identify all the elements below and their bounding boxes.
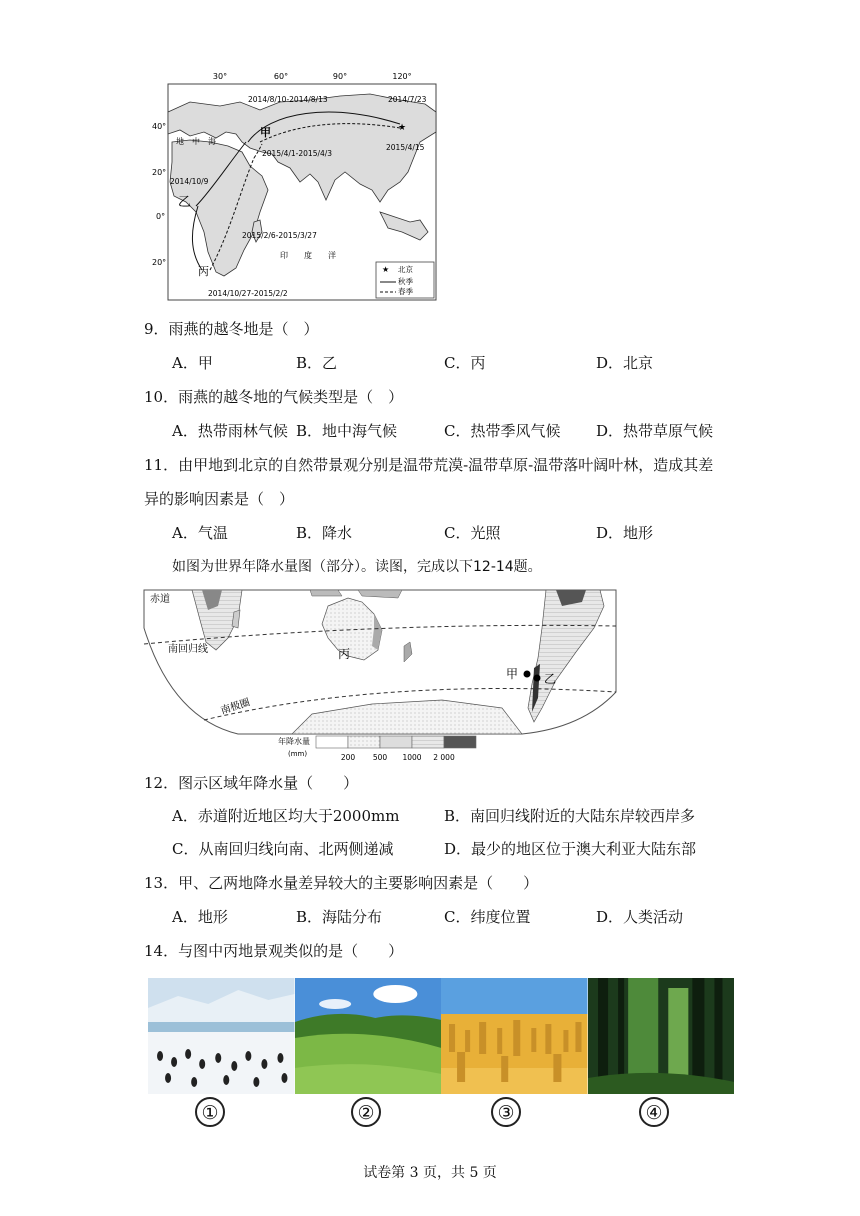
date-label: 2015/2/6-2015/3/27 xyxy=(242,231,317,240)
place-jia: 甲 xyxy=(506,667,519,681)
photo-label-2: ② xyxy=(351,1097,381,1127)
q9-option-c[interactable]: C．丙 xyxy=(444,354,486,372)
svg-text:春季: 春季 xyxy=(398,287,413,296)
point-jia xyxy=(524,671,531,678)
date-label: 2015/4/1-2015/4/3 xyxy=(262,149,333,158)
place-jia: 甲 xyxy=(260,126,271,139)
svg-text:1000: 1000 xyxy=(402,753,422,762)
q9-option-b[interactable]: B．乙 xyxy=(296,354,338,372)
lon-label: 90° xyxy=(332,72,348,81)
q13-option-b[interactable]: B．海陆分布 xyxy=(296,908,383,926)
place-bing: 丙 xyxy=(198,265,209,278)
date-label: 2014/10/27-2015/2/2 xyxy=(208,289,288,298)
landscape-photos xyxy=(148,978,734,1094)
photo-antarctic-penguins xyxy=(148,978,295,1094)
q12-option-d[interactable]: D．最少的地区位于澳大利亚大陆东部 xyxy=(444,840,697,858)
lat-label: 20° xyxy=(152,258,167,267)
svg-text:500: 500 xyxy=(372,753,388,762)
tropic-label: 南回归线 xyxy=(168,644,208,655)
question-12-stem: 12．图示区域年降水量（ ） xyxy=(144,774,359,792)
lat-label: 20° xyxy=(152,168,167,177)
page-footer: 试卷第 3 页，共 5 页 xyxy=(363,1165,497,1181)
q9-option-a[interactable]: A．甲 xyxy=(172,354,213,372)
question-14-stem: 14．与图中丙地景观类似的是（ ） xyxy=(144,942,404,960)
q11-option-a[interactable]: A．气温 xyxy=(172,524,228,542)
lon-label: 60° xyxy=(273,72,289,81)
q11-option-d[interactable]: D．地形 xyxy=(596,524,654,542)
map1-legend xyxy=(376,262,434,298)
beijing-star-icon: ★ xyxy=(398,123,407,133)
q10-option-a[interactable]: A．热带雨林气候 xyxy=(172,422,288,440)
place-yi: 乙 xyxy=(178,195,192,210)
equator-label: 赤道 xyxy=(150,594,170,605)
date-label: 2014/7/23 xyxy=(388,95,427,104)
q11-option-b[interactable]: B．降水 xyxy=(296,524,353,542)
question-9-stem: 9．雨燕的越冬地是（ ） xyxy=(144,320,319,338)
swift-migration-map xyxy=(150,72,450,304)
q12-option-a[interactable]: A．赤道附近地区均大于2000mm xyxy=(172,807,400,825)
q10-option-d[interactable]: D．热带草原气候 xyxy=(596,422,714,440)
svg-text:2 000: 2 000 xyxy=(433,753,455,762)
section-intro: 如图为世界年降水量图（部分）。读图，完成以下12-14题。 xyxy=(172,559,542,575)
precipitation-map xyxy=(142,588,618,764)
lat-label: 0° xyxy=(156,212,166,221)
svg-text:(mm): (mm) xyxy=(288,750,308,758)
svg-text:★: ★ xyxy=(382,265,390,274)
q12-option-b[interactable]: B．南回归线附近的大陆东岸较西岸多 xyxy=(444,807,696,825)
photo-rainforest xyxy=(588,978,735,1094)
photo-label-3: ③ xyxy=(491,1097,521,1127)
antarctic-circle-label: 南极圈 xyxy=(219,697,252,717)
q9-option-d[interactable]: D．北京 xyxy=(596,354,654,372)
precipitation-legend xyxy=(278,736,476,762)
q13-option-d[interactable]: D．人类活动 xyxy=(596,908,684,926)
lon-label: 30° xyxy=(212,72,228,81)
place-yi: 乙 xyxy=(544,672,557,686)
photo-desert-pinnacles xyxy=(441,978,588,1094)
q10-option-b[interactable]: B．地中海气候 xyxy=(296,422,398,440)
date-label: 2014/10/9 xyxy=(170,177,209,186)
svg-text:秋季: 秋季 xyxy=(398,277,413,286)
question-10-stem: 10．雨燕的越冬地的气候类型是（ ） xyxy=(144,388,404,406)
question-11-stem-line1: 11．由甲地到北京的自然带景观分别是温带荒漠-温带草原-温带落叶阔叶林，造成其差 xyxy=(144,456,714,474)
q13-option-a[interactable]: A．地形 xyxy=(172,908,228,926)
place-bing: 丙 xyxy=(338,647,351,661)
lon-label: 120° xyxy=(392,72,412,81)
photo-label-4: ④ xyxy=(639,1097,669,1127)
q12-option-c[interactable]: C．从南回归线向南、北两侧递减 xyxy=(172,840,394,858)
svg-text:北京: 北京 xyxy=(398,265,413,274)
date-label: 2015/4/15 xyxy=(386,143,425,152)
indian-ocean-label: 印 度 洋 xyxy=(280,251,336,260)
svg-text:年降水量: 年降水量 xyxy=(278,737,310,746)
date-label: 2014/8/10-2014/8/13 xyxy=(248,95,328,104)
q13-option-c[interactable]: C．纬度位置 xyxy=(444,908,531,926)
mediterranean-label: 地 中 海 xyxy=(176,137,216,146)
photo-green-grassland xyxy=(295,978,442,1094)
question-13-stem: 13．甲、乙两地降水量差异较大的主要影响因素是（ ） xyxy=(144,874,539,892)
q10-option-c[interactable]: C．热带季风气候 xyxy=(444,422,561,440)
point-yi xyxy=(534,675,541,682)
q11-option-c[interactable]: C．光照 xyxy=(444,524,501,542)
photo-label-1: ① xyxy=(195,1097,225,1127)
lat-label: 40° xyxy=(152,122,167,131)
svg-text:200: 200 xyxy=(340,753,356,762)
question-11-stem-line2: 异的影响因素是（ ） xyxy=(144,490,295,508)
